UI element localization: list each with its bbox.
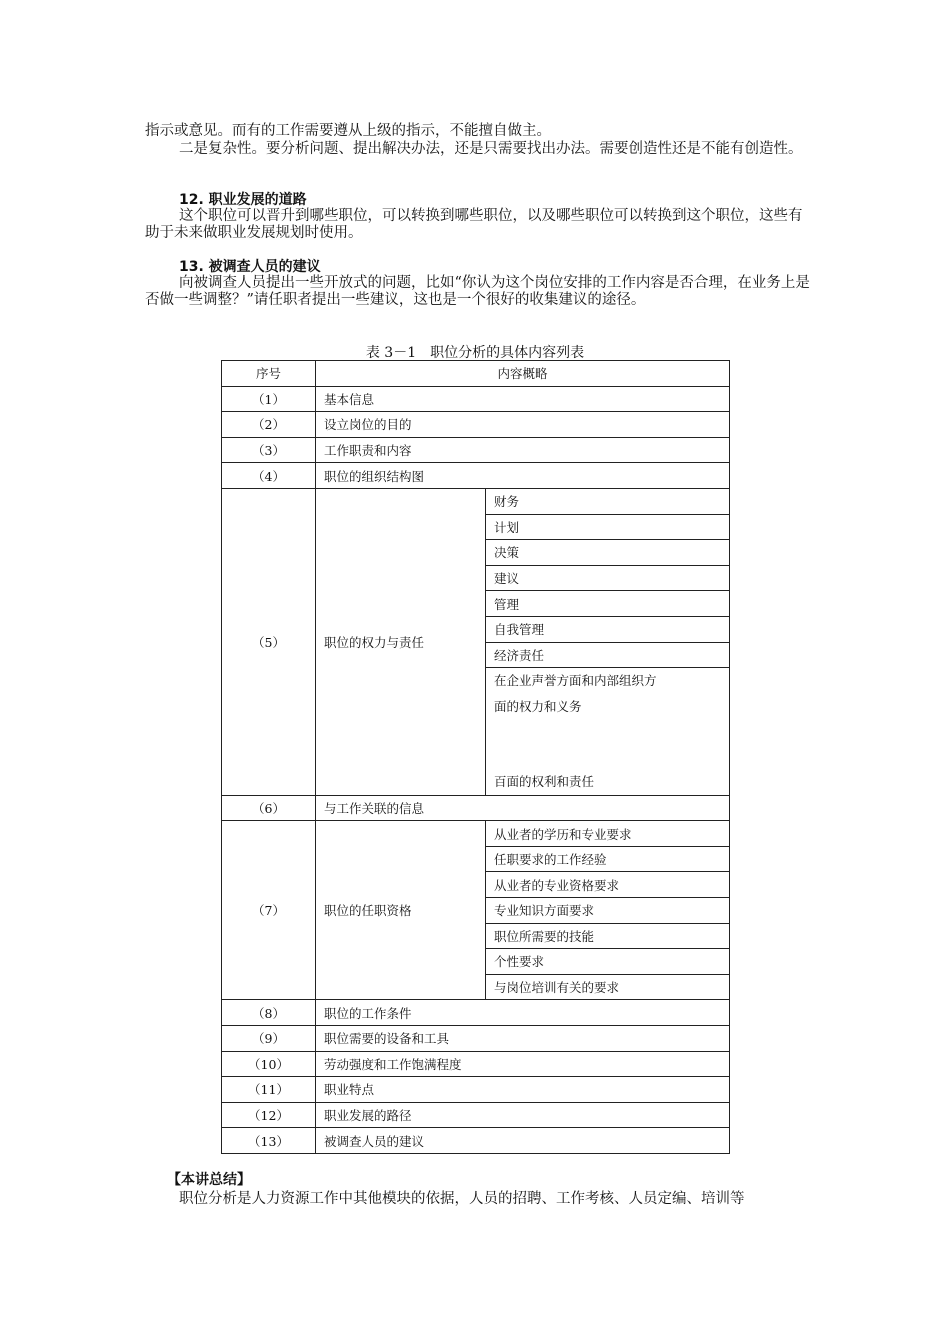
- row-content: 职位的任职资格: [316, 821, 486, 1000]
- sub-item: 专业知识方面要求: [486, 898, 730, 924]
- sub-item: 决策: [486, 540, 730, 566]
- row-num: （10）: [222, 1051, 316, 1077]
- sub-item-multiline: [486, 668, 730, 796]
- row-num: （3）: [222, 437, 316, 463]
- row-num: （7）: [222, 821, 316, 1000]
- section-heading-13: 13. 被调查人员的建议: [179, 259, 321, 275]
- sub-item: 个性要求: [486, 949, 730, 975]
- table-row: [222, 437, 730, 463]
- body-text-line: 指示或意见。而有的工作需要遵从上级的指示，不能擅自做主。: [145, 123, 551, 139]
- row-content: 设立岗位的目的: [316, 412, 730, 438]
- table-row: [222, 1102, 730, 1128]
- header-content: 内容概略: [316, 361, 730, 387]
- paragraph-career-path: 这个职位可以晋升到哪些职位，可以转换到哪些职位，以及哪些职位可以转换到这个职位，这些有助于未来做职业发展规划时使用。: [145, 208, 803, 241]
- row-content: 被调查人员的建议: [316, 1128, 730, 1154]
- job-analysis-table: [221, 360, 730, 1154]
- sub-item: 自我管理: [486, 616, 730, 642]
- sub-line: 在企业声誉方面和内部组织方: [494, 673, 657, 689]
- row-content: 职位需要的设备和工具: [316, 1025, 730, 1051]
- table-row: [222, 1000, 730, 1026]
- table-row: [222, 821, 730, 847]
- table-row: [222, 1051, 730, 1077]
- row-content: 职业特点: [316, 1077, 730, 1103]
- sub-item: 管理: [486, 591, 730, 617]
- paragraph-suggestions: 向被调查人员提出一些开放式的问题，比如“你认为这个岗位安排的工作内容是否合理，在业务上是否做一些调整？”请任职者提出一些建议，这也是一个很好的收集建议的途径。: [145, 275, 810, 308]
- sub-item: 建议: [486, 565, 730, 591]
- summary-body: 职位分析是人力资源工作中其他模块的依据，人员的招聘、工作考核、人员定编、培训等: [179, 1191, 745, 1207]
- row-content: 职位的权力与责任: [316, 488, 486, 795]
- summary-title: 【本讲总结】: [167, 1172, 251, 1188]
- table-row: [222, 463, 730, 489]
- row-content: 职位的组织结构图: [316, 463, 730, 489]
- row-num: （9）: [222, 1025, 316, 1051]
- table-header-row: [222, 361, 730, 387]
- row-content: 基本信息: [316, 386, 730, 412]
- row-num: （1）: [222, 386, 316, 412]
- table-caption: 表 3－1 职位分析的具体内容列表: [365, 345, 585, 361]
- table-row: [222, 1077, 730, 1103]
- row-num: （4）: [222, 463, 316, 489]
- row-num: （11）: [222, 1077, 316, 1103]
- paragraph-complexity: 二是复杂性。要分析问题、提出解决办法，还是只需要找出办法。需要创造性还是不能有创造性。: [179, 141, 803, 157]
- sub-item: 经济责任: [486, 642, 730, 668]
- sub-item: 从业者的学历和专业要求: [486, 821, 730, 847]
- sub-item: 职位所需要的技能: [486, 923, 730, 949]
- sub-item: 从业者的专业资格要求: [486, 872, 730, 898]
- row-num: （2）: [222, 412, 316, 438]
- sub-item: 任职要求的工作经验: [486, 846, 730, 872]
- table-row: [222, 488, 730, 514]
- row-content: 职位的工作条件: [316, 1000, 730, 1026]
- sub-line: 百面的权利和责任: [494, 774, 595, 790]
- row-content: 劳动强度和工作饱满程度: [316, 1051, 730, 1077]
- row-content: 与工作关联的信息: [316, 795, 730, 821]
- row-content: 职业发展的路径: [316, 1102, 730, 1128]
- table-row: [222, 412, 730, 438]
- table-row: [222, 1128, 730, 1154]
- row-num: （13）: [222, 1128, 316, 1154]
- row-num: （8）: [222, 1000, 316, 1026]
- row-num: （12）: [222, 1102, 316, 1128]
- sub-item: 与岗位培训有关的要求: [486, 974, 730, 1000]
- sub-line: 面的权力和义务: [494, 698, 582, 714]
- row-content: 工作职责和内容: [316, 437, 730, 463]
- table-row: [222, 386, 730, 412]
- sub-item: 计划: [486, 514, 730, 540]
- table-row: [222, 1025, 730, 1051]
- table-row: [222, 795, 730, 821]
- sub-item: 财务: [486, 488, 730, 514]
- row-num: （5）: [222, 488, 316, 795]
- header-num: 序号: [222, 361, 316, 387]
- section-heading-12: 12. 职业发展的道路: [179, 192, 307, 208]
- row-num: （6）: [222, 795, 316, 821]
